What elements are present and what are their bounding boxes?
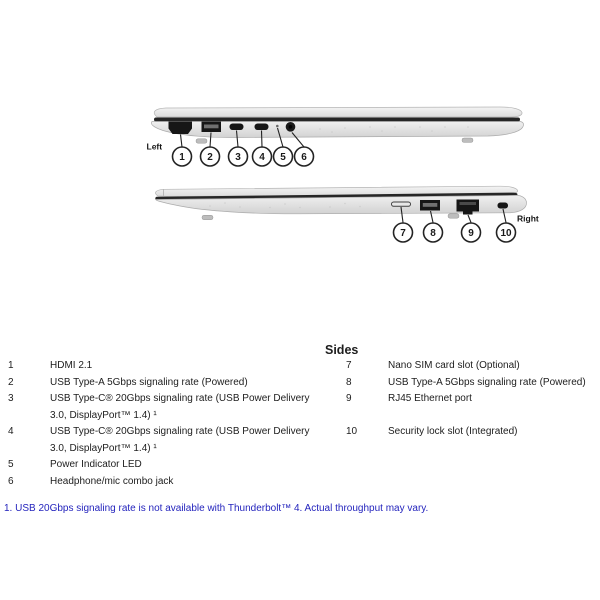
legend-right-column — [346, 358, 600, 441]
laptop-right-side-view — [155, 186, 539, 242]
legend-text: Security lock slot (Integrated) — [388, 426, 518, 437]
legend-row — [346, 375, 600, 392]
legend-text: USB Type-A 5Gbps signaling rate (Powered) — [388, 376, 586, 388]
legend-row — [8, 457, 338, 474]
callout-number: 3 — [235, 152, 241, 164]
callout-number: 9 — [468, 228, 474, 240]
legend-row — [346, 391, 600, 408]
legend-row — [346, 424, 600, 441]
callout-number: 7 — [400, 228, 406, 240]
callout-number: 8 — [430, 228, 436, 240]
hdmi-port-icon — [169, 122, 193, 135]
section-title: Sides — [325, 343, 359, 357]
right-side-label: Right — [517, 213, 539, 224]
usb-c-port-icon — [230, 124, 244, 131]
callout-number: 2 — [207, 152, 213, 164]
legend-number: 5 — [8, 459, 14, 470]
callout-number: 6 — [301, 152, 307, 164]
legend-text: Headphone/mic combo jack — [50, 475, 174, 487]
legend-text: USB Type-C® 20Gbps signaling rate (USB Power Delivery 3.0, DisplayPort™ 1.4) ¹ — [50, 393, 310, 421]
footnote: 1. USB 20Gbps signaling rate is not available with Thunderbolt™ 4. Actual throughput may vary. — [4, 503, 429, 514]
legend-number: 6 — [8, 475, 14, 487]
rubber-foot — [462, 138, 473, 142]
nano-sim-slot-icon — [392, 202, 411, 206]
legend-number: 4 — [8, 426, 14, 437]
legend-row — [8, 391, 338, 424]
power-led-icon — [276, 125, 279, 128]
left-side-label: Left — [146, 141, 163, 152]
legend-number: 10 — [346, 426, 358, 437]
legend-text: Nano SIM card slot (Optional) — [388, 360, 520, 371]
legend-row — [8, 358, 338, 375]
legend-number: 7 — [346, 360, 352, 371]
callout-number: 10 — [500, 228, 512, 240]
security-lock-slot-icon — [498, 203, 509, 209]
audio-jack-icon — [286, 122, 296, 132]
legend-text: HDMI 2.1 — [50, 360, 93, 371]
usb-c-port-icon — [255, 124, 269, 131]
legend-text: USB Type-C® 20Gbps signaling rate (USB Power Delivery 3.0, DisplayPort™ 1.4) ¹ — [50, 426, 310, 454]
laptop-lid — [154, 107, 522, 117]
rubber-foot — [196, 139, 207, 143]
laptop-left-side-view — [147, 107, 524, 166]
legend-number: 3 — [8, 393, 14, 404]
legend-number: 8 — [346, 376, 352, 388]
callout-number: 5 — [280, 152, 286, 164]
rubber-foot — [448, 214, 459, 218]
usb-a-port-icon — [202, 122, 222, 133]
legend-text: Power Indicator LED — [50, 459, 142, 470]
callout-circles-right-view — [394, 223, 516, 242]
legend-number: 2 — [8, 376, 14, 388]
legend-row — [8, 375, 338, 392]
usb-a-port-icon — [420, 200, 440, 211]
legend-text: RJ45 Ethernet port — [388, 393, 472, 404]
laptop-hinge-gap-line — [154, 118, 520, 122]
laptop-sides-diagram — [0, 0, 600, 260]
legend-number: 9 — [346, 393, 352, 404]
legend-row — [346, 358, 600, 375]
legend-row — [8, 474, 338, 491]
callout-circles-left-view — [173, 147, 314, 166]
callout-number: 4 — [259, 152, 265, 164]
legend-row — [8, 424, 338, 457]
legend-left-column — [8, 358, 338, 490]
callout-number: 1 — [179, 152, 185, 164]
legend-text: USB Type-A 5Gbps signaling rate (Powered) — [50, 376, 248, 388]
rubber-foot — [202, 215, 213, 219]
legend-number: 1 — [8, 360, 14, 371]
